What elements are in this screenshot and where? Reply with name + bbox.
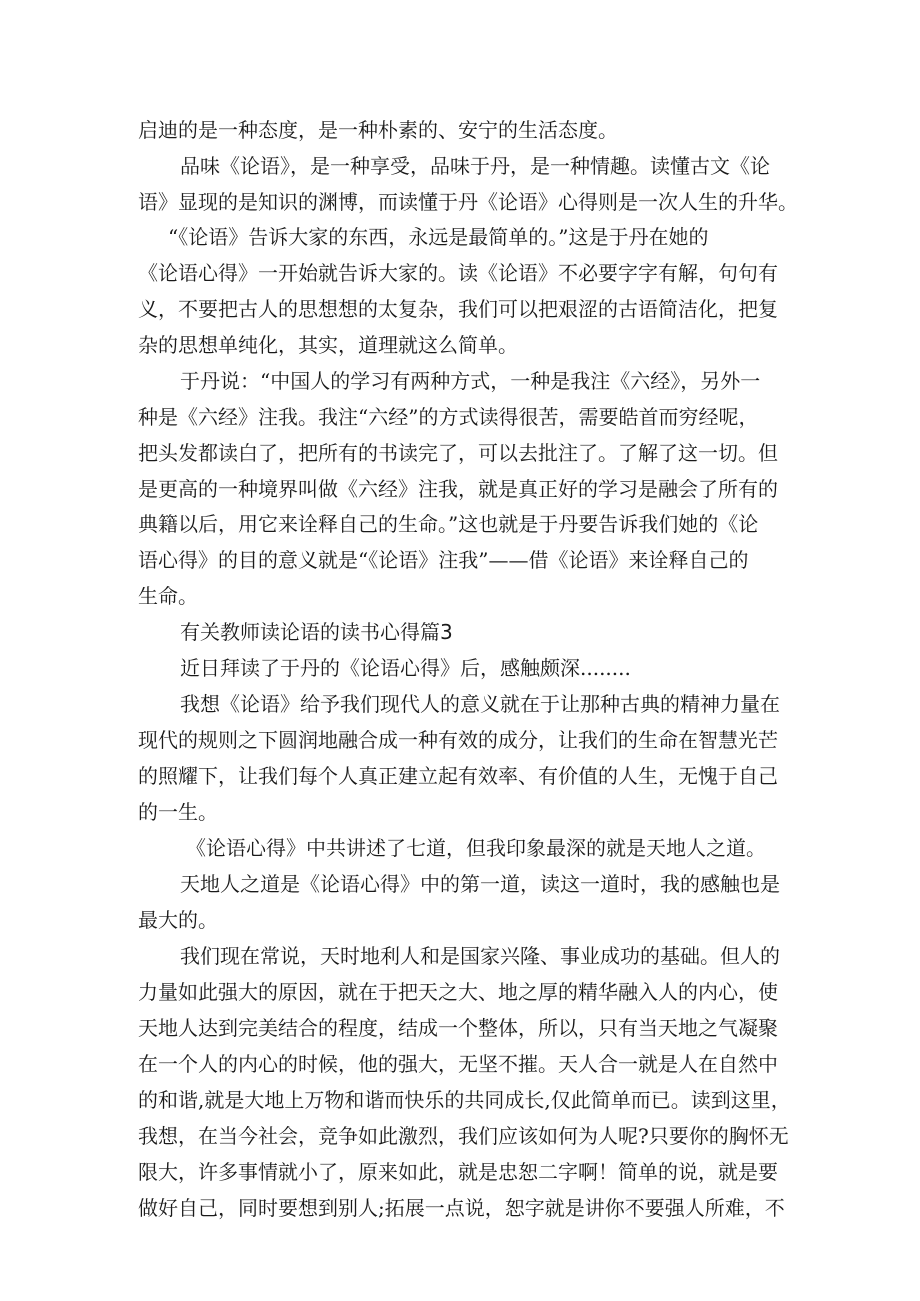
text-line: 语》显现的是知识的渊博，而读懂于丹《论语》心得则是一次人生的升华。 xyxy=(138,190,798,214)
text-line: 《论语心得》一开始就告诉大家的。读《论语》不必要字字有解，句句有 xyxy=(138,261,778,285)
text-line: 启迪的是一种态度，是一种朴素的、安宁的生活态度。 xyxy=(138,118,618,142)
text-line: 于丹说：“中国人的学习有两种方式，一种是我注《六经》，另外一 xyxy=(180,369,761,393)
text-line: 我想《论语》给予我们现代人的意义就在于让那种古典的精神力量在 xyxy=(180,692,780,716)
text-line: “《论语》告诉大家的东西，永远是最简单的。”这是于丹在她的 xyxy=(168,225,709,249)
text-line: 天地人达到完美结合的程度，结成一个整体，所以，只有当天地之气凝聚 xyxy=(138,1016,778,1040)
text-line: 生命。 xyxy=(138,584,198,608)
text-line: 是更高的一种境界叫做《六经》注我，就是真正好的学习是融会了所有的 xyxy=(138,477,778,501)
text-line: 《论语心得》中共讲述了七道，但我印象最深的就是天地人之道。 xyxy=(186,836,766,860)
text-line: 天地人之道是《论语心得》中的第一道，读这一道时，我的感触也是 xyxy=(180,872,780,896)
text-line: 做好自己，同时要想到别人;拓展一点说，恕字就是讲你不要强人所难，不 xyxy=(138,1196,785,1220)
text-line: 现代的规则之下圆润地融合成一种有效的成分，让我们的生命在智慧光芒 xyxy=(138,728,778,752)
text-line: 把头发都读白了，把所有的书读完了，可以去批注了。了解了这一切。但 xyxy=(138,441,778,465)
section-heading: 有关教师读论语的读书心得篇3 xyxy=(180,620,453,644)
text-line: 杂的思想单纯化，其实，道理就这么简单。 xyxy=(138,333,518,357)
text-line: 的一生。 xyxy=(138,800,218,824)
text-line: 我想，在当今社会，竞争如此激烈，我们应该如何为人呢?只要你的胸怀无 xyxy=(138,1124,789,1148)
text-line: 语心得》的目的意义就是“《论语》注我”——借《论语》来诠释自己的 xyxy=(138,548,749,572)
text-line: 种是《六经》注我。我注“六经”的方式读得很苦，需要皓首而穷经呢， xyxy=(138,405,759,429)
text-line: 品味《论语》，是一种享受，品味于丹，是一种情趣。读懂古文《论 xyxy=(180,154,770,178)
text-line: 近日拜读了于丹的《论语心得》后，感触颇深........ xyxy=(180,656,631,680)
text-line: 我们现在常说，天时地利人和是国家兴隆、事业成功的基础。但人的 xyxy=(180,944,780,968)
text-line: 在一个人的内心的时候，他的强大，无坚不摧。天人合一就是人在自然中 xyxy=(138,1052,778,1076)
text-line: 力量如此强大的原因，就在于把天之大、地之厚的精华融入人的内心，使 xyxy=(138,980,778,1004)
text-line: 的照耀下，让我们每个人真正建立起有效率、有价值的人生，无愧于自己 xyxy=(138,764,778,788)
text-line: 典籍以后，用它来诠释自己的生命。”这也就是于丹要告诉我们她的《论 xyxy=(138,512,759,536)
text-line: 义，不要把古人的思想想的太复杂，我们可以把艰涩的古语简洁化，把复 xyxy=(138,297,778,321)
text-line: 最大的。 xyxy=(138,908,218,932)
text-line: 的和谐,就是大地上万物和谐而快乐的共同成长,仅此简单而已。读到这里， xyxy=(138,1088,791,1112)
text-line: 限大，许多事情就小了，原来如此，就是忠恕二字啊！简单的说，就是要 xyxy=(138,1160,778,1184)
